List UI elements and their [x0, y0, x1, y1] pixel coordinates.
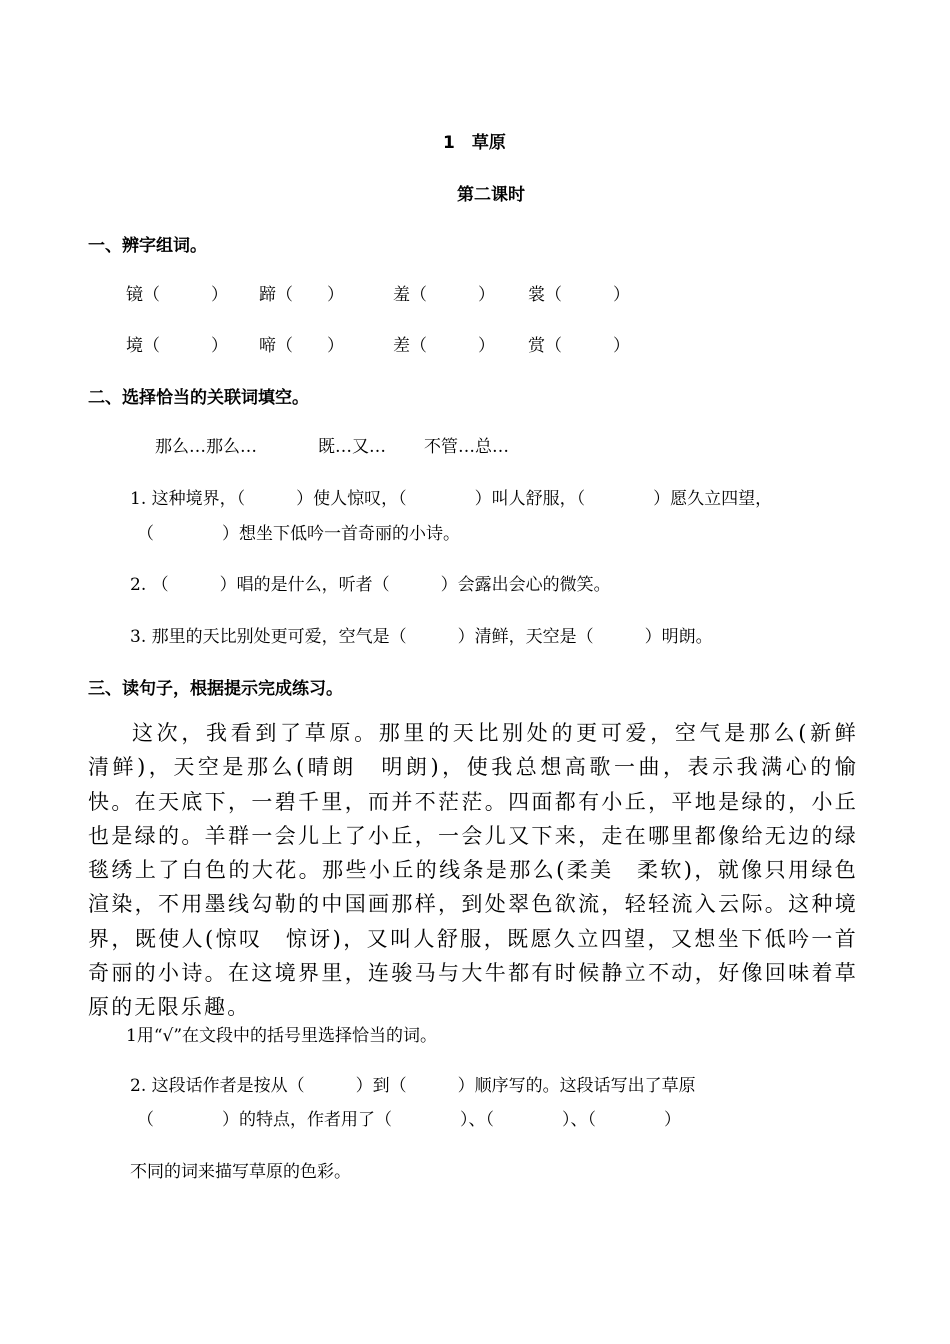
lesson-title: 1 草原: [443, 133, 506, 153]
section-1-heading: 一、辨字组词。: [88, 236, 207, 256]
reading-passage: 这次，我看到了草原。那里的天比别处的更可爱，空气是那么(新鲜 清鲜)，天空是那么(晴朗 明朗)，使我总想高歌一曲，表示我满心的愉快。在天底下，一碧千里，而并不茫茫。四面都有小丘，平地是绿的，小丘也是绿的。羊群一会儿上了小丘，一会儿又下来，走在哪里都像给无边的绿毯绣上了白色的大花。那些小丘的线条是那么(柔美 柔软)，就像只用绿色渲染，不用墨线勾勒的中国画那样，到处翠色欲流，轻轻流入云际。这种境界，既使人(惊叹 惊讶)，又叫人舒服，既愿久立四望，又想坐下低吟一首奇丽的小诗。在这境界里，连骏马与大牛都有时候静立不动，好像回味着草原的无限乐趣。: [88, 721, 882, 1020]
conjunction-option: 那么…那么…: [155, 437, 257, 457]
question-2-3: 3. 那里的天比别处更可爱，空气是（ ）清鲜，天空是（ ）明朗。: [130, 627, 713, 647]
conjunction-option: 既…又…: [318, 437, 386, 457]
word-pair-blank: 蹄（ ）: [259, 285, 344, 305]
lesson-subtitle: 第二课时: [457, 185, 525, 205]
question-2-1-line-1: 1. 这种境界，（ ）使人惊叹，（ ）叫人舒服，（ ）愿久立四望，: [130, 489, 773, 509]
question-3-2-line-1: 2. 这段话作者是按从（ ）到（ ）顺序写的。这段话写出了草原: [130, 1076, 696, 1096]
word-pair-blank: 裳（ ）: [528, 285, 630, 305]
section-3-heading: 三、读句子，根据提示完成练习。: [88, 679, 343, 699]
word-pair-blank: 差（ ）: [393, 336, 495, 356]
word-pair-blank: 镜（ ）: [126, 285, 228, 305]
word-pair-blank: 境（ ）: [126, 336, 228, 356]
question-3-1: 1用“√”在文段中的括号里选择恰当的词。: [126, 1026, 438, 1046]
question-2-2: 2. （ ）唱的是什么，听者（ ）会露出会心的微笑。: [130, 575, 611, 595]
question-3-2-line-3: 不同的词来描写草原的色彩。: [130, 1162, 351, 1182]
question-3-2-line-2: （ ）的特点，作者用了（ ）、（ ）、（ ）: [137, 1110, 681, 1130]
word-pair-blank: 羞（ ）: [393, 285, 495, 305]
question-2-1-line-2: （ ）想坐下低吟一首奇丽的小诗。: [137, 524, 460, 544]
conjunction-option: 不管…总…: [424, 437, 509, 457]
word-pair-blank: 啼（ ）: [259, 336, 344, 356]
word-pair-blank: 赏（ ）: [528, 336, 630, 356]
section-2-heading: 二、选择恰当的关联词填空。: [88, 388, 309, 408]
